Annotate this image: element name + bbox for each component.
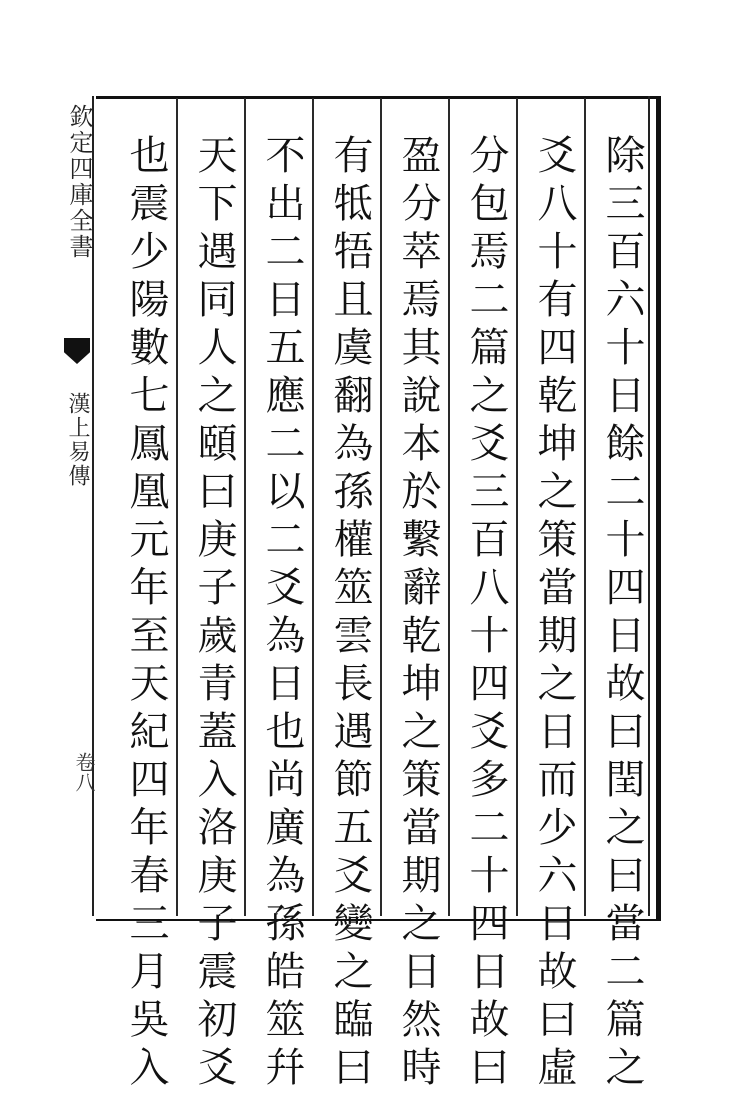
column-rule [312,98,314,916]
text-column-4: 盈分萃焉其說本於繫辭乾坤之策當期之日然時 [395,134,441,1094]
column-rule [380,98,382,916]
column-rule [584,98,586,916]
text-column-5: 有牴牾且虞翻為孫權筮雲長遇節五爻變之臨曰 [327,134,373,1094]
column-rule [448,98,450,916]
margin-collection-title: 欽定四庫全書 [65,104,93,260]
text-column-3: 分包焉二篇之爻三百八十四爻多二十四日故曰 [463,134,509,1094]
text-column-1: 除三百六十日餘二十四日故曰閏之曰當二篇之 [599,134,645,1094]
column-rule [516,98,518,916]
margin-book-title: 漢上易傳 [65,392,90,488]
column-rule [176,98,178,916]
margin-folio: 卷八 [72,752,96,792]
text-column-2: 爻八十有四乾坤之策當期之日而少六日故曰虛 [531,134,577,1094]
text-column-8: 也震少陽數七鳳凰元年至天紀四年春三月吳入 [123,134,169,1094]
column-rule [244,98,246,916]
text-column-6: 不出二日五應二以二爻為日也尚廣為孫皓筮幷 [259,134,305,1094]
fish-tail-icon [64,338,90,364]
text-column-7: 天下遇同人之頤曰庚子歲青蓋入洛庚子震初爻 [191,134,237,1094]
